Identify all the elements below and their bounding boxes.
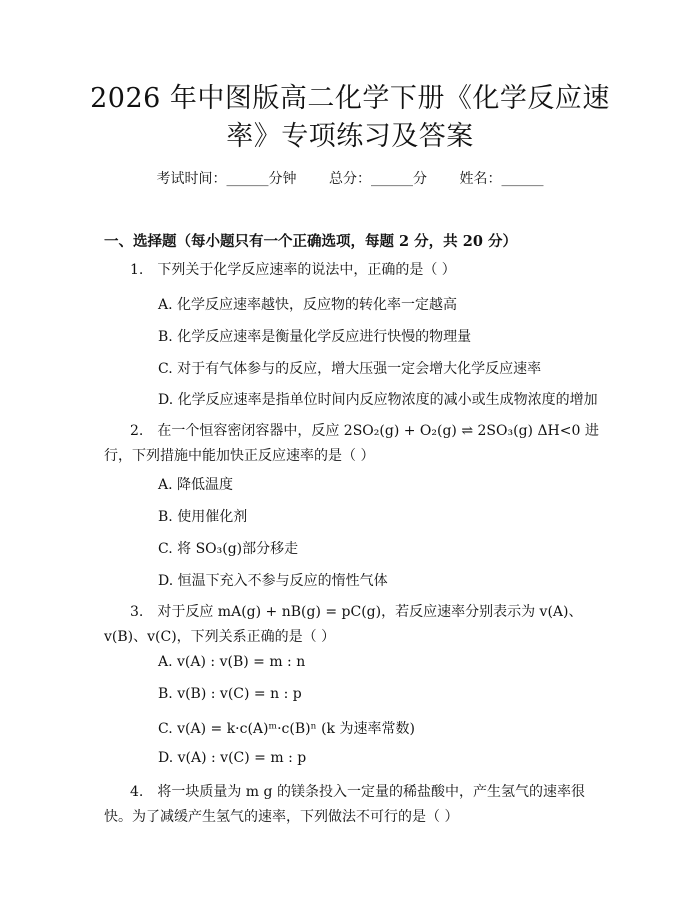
title-line-2: 率》专项练习及答案	[226, 121, 474, 152]
question-1-option-d: D. 化学反应速率是指单位时间内反应物浓度的减小或生成物浓度的增加	[158, 392, 598, 408]
question-1-stem: 1. 下列关于化学反应速率的说法中，正确的是（ ）	[130, 262, 456, 278]
question-4-stem: 4. 将一块质量为 m g 的镁条投入一定量的稀盐酸中，产生氢气的速率很快。为了减缓产生氢气的速率，下列做法不可行的是（ ）	[104, 784, 585, 825]
question-2-option-c: C. 将 SO₃(g)部分移走	[158, 541, 299, 557]
student-name: 姓名：______	[459, 171, 544, 187]
exam-time: 考试时间：______分钟	[156, 171, 297, 187]
question-1-option-c: C. 对于有气体参与的反应，增大压强一定会增大化学反应速率	[158, 361, 542, 377]
question-1-option-b: B. 化学反应速率是衡量化学反应进行快慢的物理量	[158, 329, 472, 345]
question-3-option-c: C. v(A) = k·c(A)ᵐ·c(B)ⁿ (k 为速率常数)	[158, 721, 415, 737]
exam-meta	[0, 168, 700, 188]
question-3-option-d: D. v(A) : v(C) = m : p	[158, 750, 307, 766]
question-2-option-d: D. 恒温下充入不参与反应的惰性气体	[158, 573, 388, 589]
question-2-stem: 2. 在一个恒容密闭容器中，反应 2SO₂(g) + O₂(g) ⇌ 2SO₃(g) ΔH<0 进行，下列措施中能加快正反应速率的是（ ）	[104, 423, 599, 464]
section-heading: 一、选择题（每小题只有一个正确选项，每题 2 分，共 20 分）	[104, 233, 517, 250]
question-3-option-a: A. v(A) : v(B) = m : n	[158, 654, 306, 670]
page-title	[40, 80, 660, 156]
question-2-option-b: B. 使用催化剂	[158, 509, 248, 525]
title-line-1: 2026 年中图版高二化学下册《化学反应速	[90, 83, 610, 114]
question-1-option-a: A. 化学反应速率越快，反应物的转化率一定越高	[158, 297, 458, 313]
question-2-option-a: A. 降低温度	[158, 477, 234, 493]
exam-score: 总分：______分	[329, 171, 427, 187]
question-3-option-b: B. v(B) : v(C) = n : p	[158, 686, 302, 702]
question-3-stem: 3. 对于反应 mA(g) + nB(g) = pC(g)，若反应速率分别表示为 v(A)、v(B)、v(C)，下列关系正确的是（ ）	[104, 604, 583, 645]
